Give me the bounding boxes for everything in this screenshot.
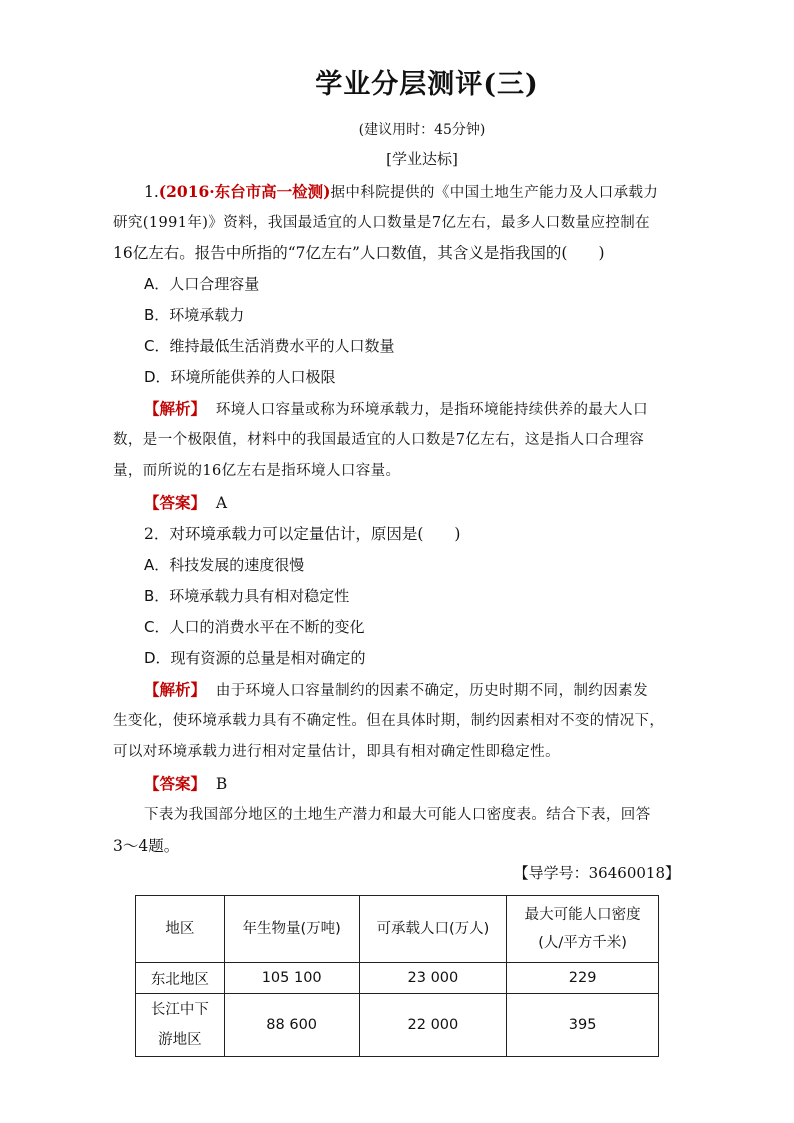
q1-answer <box>144 492 227 514</box>
q2-option-a: A．科技发展的速度很慢 <box>144 556 305 574</box>
q1-option-b: B．环境承载力 <box>144 306 245 324</box>
table-row <box>136 994 659 1057</box>
table-header-row <box>136 896 659 963</box>
cell-region <box>136 994 225 1057</box>
q1-analysis-text1: 环境人口容量或称为环境承载力，是指环境能持续供养的最大人口 <box>215 402 648 418</box>
q2-option-b: B．环境承载力具有相对稳定性 <box>144 587 350 605</box>
q1-answer-tag: 【答案】 <box>144 493 207 512</box>
q1-option-c: C．维持最低生活消费水平的人口数量 <box>144 337 395 355</box>
q1-answer-value: A <box>215 494 228 512</box>
page-title: 学业分层测评(三) <box>315 69 539 100</box>
section-heading: [学业达标] <box>386 150 458 168</box>
time-suggestion: (建议用时：45分钟) <box>358 122 486 138</box>
q1-analysis-line1 <box>144 398 648 421</box>
q2-analysis-text1: 由于环境人口容量制约的因素不确定，历史时期不同，制约因素发 <box>215 683 648 699</box>
q2-option-d: D．现有资源的总量是相对确定的 <box>144 649 366 667</box>
cell-density: 229 <box>507 963 659 994</box>
guide-code: 【导学号：36460018】 <box>513 864 680 882</box>
header-region: 地区 <box>136 896 225 963</box>
header-density-line2: (人/平方千米) <box>538 935 627 951</box>
q2-answer-value: B <box>215 775 228 793</box>
q1-analysis-tag: 【解析】 <box>144 399 207 418</box>
q2-analysis-line1 <box>144 679 648 702</box>
cell-region: 东北地区 <box>136 963 225 994</box>
q2-answer-tag: 【答案】 <box>144 774 207 793</box>
intro-line1: 下表为我国部分地区的土地生产潜力和最大可能人口密度表。结合下表，回答 <box>144 807 651 823</box>
cell-biomass: 88 600 <box>224 994 359 1057</box>
q1-line1-text: 据中科院提供的《中国土地生产能力及人口承载力 <box>330 185 659 201</box>
q1-analysis-line2: 数，是一个极限值，材料中的我国最适宜的人口数是7亿左右，这是指人口合理容 <box>113 432 645 448</box>
cell-region-line1: 长江中下 <box>150 1002 209 1018</box>
q2-analysis-tag: 【解析】 <box>144 680 207 699</box>
header-population: 可承载人口(万人) <box>359 896 507 963</box>
q1-analysis-line3: 量，而所说的16亿左右是指环境人口容量。 <box>113 463 401 479</box>
q2-option-c: C．人口的消费水平在不断的变化 <box>144 618 365 636</box>
cell-population: 23 000 <box>359 963 507 994</box>
q2-answer <box>144 773 227 795</box>
cell-region-line2: 游地区 <box>158 1032 202 1048</box>
q1-number: 1. <box>144 183 159 201</box>
header-biomass: 年生物量(万吨) <box>224 896 359 963</box>
cell-density: 395 <box>507 994 659 1057</box>
q2-analysis-line3: 可以对环境承载力进行相对定量估计，即具有相对确定性即稳定性。 <box>113 744 560 760</box>
intro-line2: 3～4题。 <box>113 837 180 855</box>
q1-line1 <box>144 181 658 204</box>
header-density <box>507 896 659 963</box>
q2-stem: 2．对环境承载力可以定量估计，原因是( ) <box>144 525 461 543</box>
q1-line3: 16亿左右。报告中所指的“7亿左右”人口数值，其含义是指我国的( ) <box>113 244 605 262</box>
data-table <box>135 895 659 1057</box>
q1-option-a: A．人口合理容量 <box>144 275 260 293</box>
cell-biomass: 105 100 <box>224 963 359 994</box>
q1-option-d: D．环境所能供养的人口极限 <box>144 368 336 386</box>
q1-source: (2016·东台市高一检测) <box>158 182 331 201</box>
cell-population: 22 000 <box>359 994 507 1057</box>
q2-analysis-line2: 生变化，使环境承载力具有不确定性。但在具体时期，制约因素相对不变的情况下， <box>113 713 665 729</box>
q1-line2: 研究(1991年)》资料，我国最适宜的人口数量是7亿左右，最多人口数量应控制在 <box>113 215 651 231</box>
header-density-line1: 最大可能人口密度 <box>524 907 641 923</box>
table-row <box>136 963 659 994</box>
